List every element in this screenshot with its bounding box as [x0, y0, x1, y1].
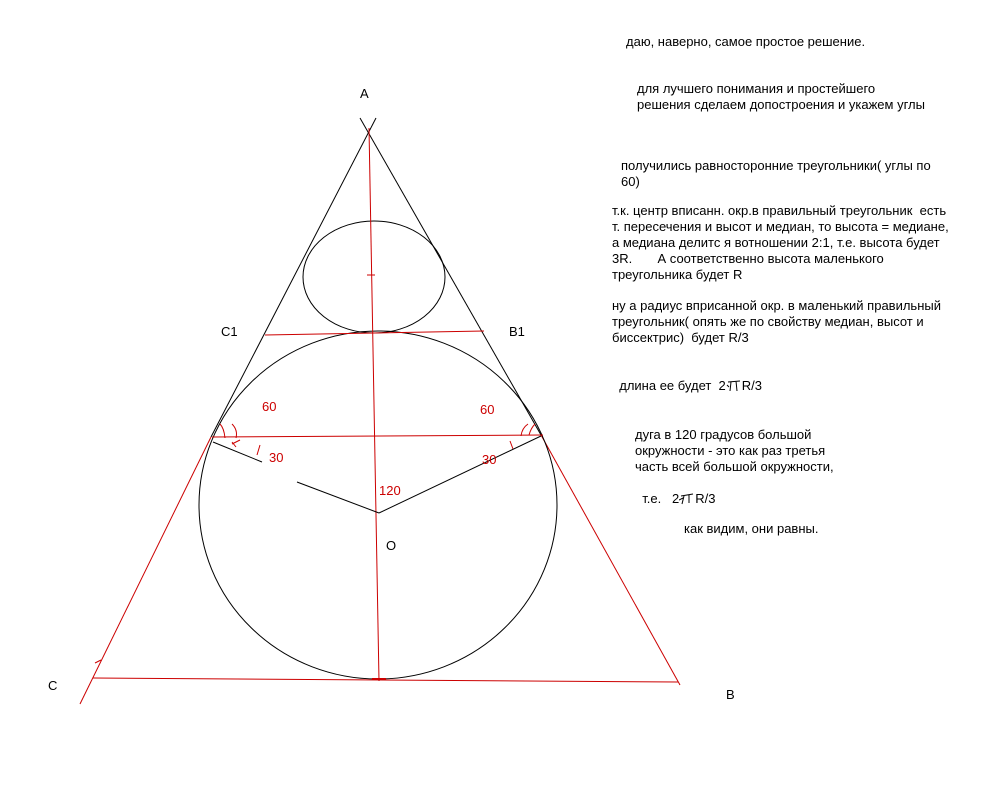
label-c1: C1: [221, 324, 238, 339]
side-ac-upper: [211, 118, 376, 437]
pi-glyph-icon: [679, 491, 695, 505]
pi-glyph-icon: [726, 378, 742, 392]
altitude: [369, 128, 379, 681]
small-inscribed-circle: [303, 221, 445, 333]
note-arc: дуга в 120 градусов большой окружности - это как раз третья часть всей большой окружности,: [635, 427, 834, 474]
note-small-length-suffix: R/3: [741, 378, 763, 393]
note-equilateral: получились равносторонние треугольники( углы по 60): [621, 158, 931, 189]
note-arc-length-prefix: т.е. 2: [642, 491, 680, 506]
note-small-radius: ну а радиус вприсанной окр. в маленький правильный треугольник( опять же по свойству медиан, высот и биссектрис) будет R/3: [612, 298, 941, 345]
note-conclusion: как видим, они равны.: [684, 521, 819, 536]
note-construction: для лучшего понимания и простейшего решения сделаем допостроения и укажем углы: [637, 81, 925, 112]
note-simple-solution: даю, наверно, самое простое решение.: [626, 34, 866, 49]
radius-left-a: [213, 442, 262, 462]
segment-c1-b1: [265, 331, 484, 335]
radius-left-b: [297, 482, 379, 513]
label-b: B: [726, 687, 735, 702]
angle-mark-left: [220, 424, 240, 444]
radius-right: [379, 436, 541, 513]
side-ab-upper: [360, 118, 541, 435]
label-o: O: [386, 538, 397, 553]
angle-label-right-60: 60: [480, 402, 495, 417]
angle-mark-left-30: [232, 442, 260, 455]
side-ac-lower: [80, 437, 211, 704]
angle-label-right-30: 30: [482, 452, 497, 467]
note-medians: т.к. центр вписанн. окр.в правильный треугольник есть т. пересечения и высот и медиан, то высота = медиане, а медиана делитс я вотношении 2:1, т.е. высота будет 3R. А соответственно высота маленького треугольника будет R: [612, 203, 949, 282]
label-b1: B1: [509, 324, 525, 339]
angle-label-left-60: 60: [262, 399, 277, 414]
note-small-length: [612, 362, 762, 394]
label-c: C: [48, 678, 58, 693]
note-arc-length: [635, 475, 716, 507]
chord-tangent-points: [212, 435, 543, 437]
angle-label-center-120: 120: [379, 483, 401, 498]
note-arc-length-suffix: R/3: [695, 491, 716, 506]
note-small-length-prefix: длина ее будет 2: [619, 378, 726, 393]
label-a: A: [360, 86, 369, 101]
angle-label-left-30: 30: [269, 450, 284, 465]
